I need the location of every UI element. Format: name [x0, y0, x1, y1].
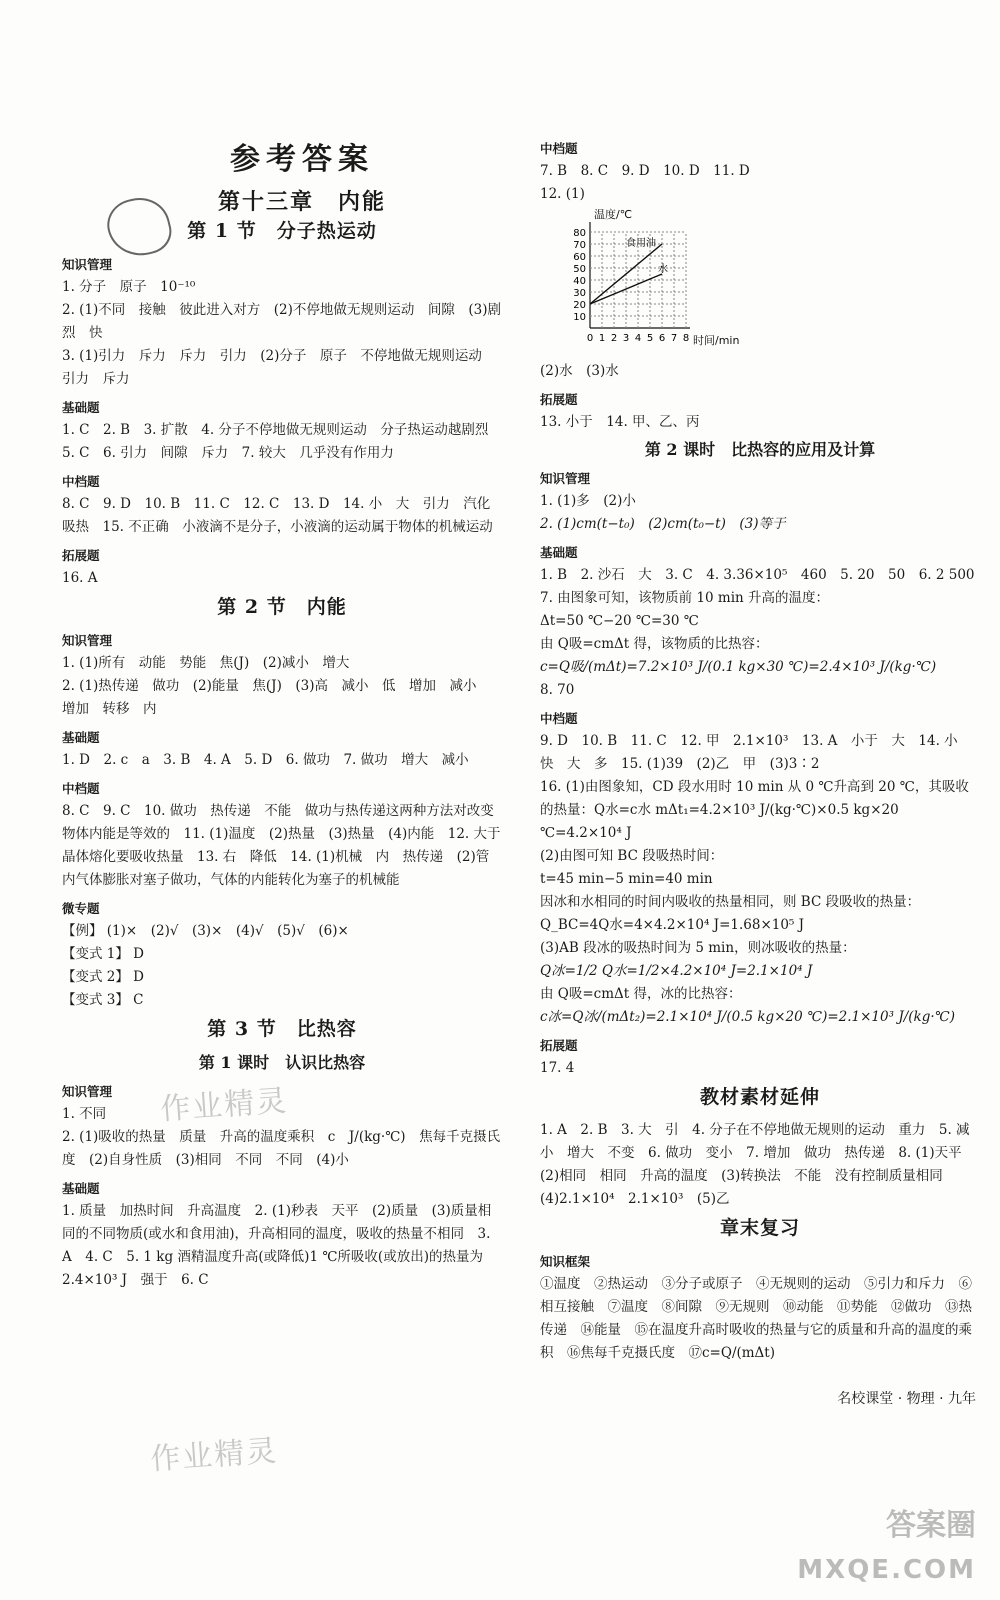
x-tick-label: 8	[682, 333, 690, 344]
category-label: 拓展题	[540, 392, 578, 407]
answer-line: 9. D 10. B 11. C 12. 甲 2.1×10³ 13. A 小于 大 14. 小 快 大 多 15. (1)39 (2)乙 甲 (3)3∶2	[540, 733, 972, 772]
x-tick-label: 7	[670, 333, 678, 344]
answer-line: 1. D 2. c a 3. B 4. A 5. D 6. 做功 7. 做功 增大 减小	[62, 752, 469, 768]
section-title: 章末复习	[719, 1217, 800, 1239]
x-tick-label: 5	[646, 333, 654, 344]
category-label: 拓展题	[62, 548, 100, 563]
x-tick-label: 0	[586, 333, 594, 344]
answer-line: 【变式 2】 D	[62, 969, 144, 985]
category-label: 知识管理	[62, 633, 113, 648]
section-title: 第 1 节 分子热运动	[187, 220, 377, 242]
answer-line: Q_BC=4Q水=4×4.2×10⁴ J=1.68×10⁵ J	[540, 917, 805, 933]
x-tick-label: 2	[610, 333, 618, 344]
y-tick-label: 20	[573, 300, 586, 311]
section-title: 第 3 节 比热容	[207, 1018, 357, 1040]
answer-line: Δt=50 ℃−20 ℃=30 ℃	[540, 613, 699, 629]
right-column	[540, 0, 980, 1365]
category-label: 拓展题	[540, 1038, 578, 1053]
answer-line: (3)AB 段冰的吸热时间为 5 min，则冰吸收的热量：	[540, 940, 856, 956]
y-axis-label: 温度/℃	[594, 208, 633, 221]
answer-line: (2)水 (3)水	[540, 363, 619, 379]
y-tick-label: 70	[573, 240, 586, 251]
site-url: MXQE.COM	[797, 1555, 976, 1585]
temperature-time-chart	[540, 208, 760, 348]
x-tick-label: 1	[598, 333, 606, 344]
answer-line: 1. (1)多 (2)小	[540, 493, 636, 509]
page-title: 参考答案	[230, 142, 374, 177]
answer-line: 17. 4	[540, 1060, 575, 1076]
x-tick-label: 6	[658, 333, 666, 344]
answer-line: 【例】 (1)× (2)√ (3)× (4)√ (5)√ (6)×	[62, 923, 349, 939]
y-tick-label: 60	[573, 252, 586, 263]
x-tick-label: 3	[622, 333, 630, 344]
y-tick-label: 10	[573, 312, 586, 323]
section-title: 第 2 节 内能	[217, 596, 347, 618]
answer-line: c冰=Q冰/(mΔt₂)=2.1×10⁴ J/(0.5 kg×20 ℃)=2.1×10³ J/(kg·℃)	[540, 1009, 956, 1025]
category-label: 基础题	[62, 400, 100, 415]
answer-line: ①温度 ②热运动 ③分子或原子 ④无规则的运动 ⑤引力和斥力 ⑥相互接触 ⑦温度 ⑧间隙 ⑨无规则 ⑩动能 ⑪势能 ⑫做功 ⑬热传递 ⑭能量 ⑮在温度升高时吸收的热量与它的质量和升高的温度的乘积 ⑯焦每千克摄氏度 ⑰c=Q/(mΔt)	[540, 1276, 972, 1361]
category-label: 基础题	[62, 730, 100, 745]
series-label: 食用油	[626, 238, 656, 249]
answer-line: 1. B 2. 沙石 大 3. C 4. 3.36×10⁵ 460 5. 20 50 6. 2 500	[540, 567, 975, 583]
answer-line: 1. A 2. B 3. 大 引 4. 分子在不停地做无规则的运动 重力 5. 减小 增大 不变 6. 做功 变小 7. 增加 做功 热传递 8. (1)天平 (2)相同 相同 升高的温度 (3)转换法 不能 没有控制质量相同 (4)2.1×10⁴ 2.1×10³ (5)乙	[540, 1122, 976, 1207]
answer-line: 13. 小于 14. 甲、乙、丙	[540, 414, 700, 430]
lesson-title: 第 2 课时 比热容的应用及计算	[644, 440, 876, 459]
answer-line: 1. (1)所有 动能 势能 焦(J) (2)减小 增大	[62, 655, 350, 671]
answer-line: 2. (1)cm(t−t₀) (2)cm(t₀−t) (3)等于	[540, 516, 786, 532]
answer-line: Q冰=1/2 Q水=1/2×4.2×10⁴ J=2.1×10⁴ J	[540, 963, 813, 979]
site-logo: 答案圈	[886, 1508, 976, 1543]
answer-line: c=Q吸/(mΔt)=7.2×10³ J/(0.1 kg×30 ℃)=2.4×10³ J/(kg·℃)	[540, 659, 937, 675]
y-tick-label: 30	[573, 288, 586, 299]
category-label: 基础题	[540, 545, 578, 560]
answer-line: 16. (1)由图象知，CD 段水用时 10 min 从 0 ℃升高到 20 ℃，其吸收的热量：Q水=c水 mΔt₁=4.2×10³ J/(kg·℃)×0.5 kg×20 ℃=4.2×10⁴ J	[540, 779, 969, 841]
answer-line: 12. (1)	[540, 186, 585, 202]
answer-line: 8. C 9. D 10. B 11. C 12. C 13. D 14. 小 大 引力 汽化 吸热 15. 不正确 小液滴不是分子，小液滴的运动属于物体的机械运动	[62, 496, 504, 535]
y-tick-label: 40	[573, 276, 586, 287]
answer-line: 2. (1)吸收的热量 质量 升高的温度乘积 c J/(kg·℃) 焦每千克摄氏度 (2)自身性质 (3)相同 不同 不同 (4)小	[62, 1129, 501, 1168]
answer-line: 由 Q吸=cmΔt 得，冰的比热容：	[540, 986, 742, 1002]
answer-line: 7. B 8. C 9. D 10. D 11. D	[540, 163, 750, 179]
answer-line: 2. (1)不同 接触 彼此进入对方 (2)不停地做无规则运动 间隙 (3)剧烈 快	[62, 302, 502, 341]
answer-line: 7. 由图象可知，该物质前 10 min 升高的温度：	[540, 590, 830, 606]
category-label: 知识框架	[540, 1254, 591, 1269]
category-label: 微专题	[62, 901, 100, 916]
series-label: 水	[658, 264, 668, 275]
category-label: 基础题	[62, 1181, 100, 1196]
answer-line: t=45 min−5 min=40 min	[540, 871, 713, 887]
answer-line: 【变式 1】 D	[62, 946, 144, 962]
category-label: 知识管理	[540, 471, 591, 486]
footer-text: 名校课堂 · 物理 · 九年	[837, 1391, 976, 1407]
answer-line: 1. 分子 原子 10⁻¹⁰	[62, 279, 196, 295]
y-tick-label: 80	[573, 228, 586, 239]
category-label: 知识管理	[62, 1084, 113, 1099]
answer-line: (2)由图可知 BC 段吸热时间：	[540, 848, 724, 864]
answer-line: 由 Q吸=cmΔt 得，该物质的比热容：	[540, 636, 769, 652]
x-tick-label: 4	[634, 333, 642, 344]
category-label: 中档题	[62, 474, 100, 489]
answer-line: 8. C 9. C 10. 做功 热传递 不能 做功与热传递这两种方法对改变物体内能是等效的 11. (1)温度 (2)热量 (3)热量 (4)内能 12. 大于 晶体熔化要吸收热量 13. 右 降低 14. (1)机械 内 热传递 (2)管内气体膨胀对塞子做功，气体的内能转化为塞子的机械能	[62, 803, 515, 888]
answer-line: 因冰和水相同的时间内吸收的热量相同，则 BC 段吸收的热量：	[540, 894, 921, 910]
answer-line: 2. (1)热传递 做功 (2)能量 焦(J) (3)高 减小 低 增加 减小 增加 转移 内	[62, 678, 490, 717]
category-label: 知识管理	[62, 257, 113, 272]
answer-line: 1. 质量 加热时间 升高温度 2. (1)秒表 天平 (2)质量 (3)质量相同的不同物质(或水和食用油)，升高相同的温度，吸收的热量不相同 3. A 4. C 5. 1 kg 酒精温度升高(或降低)1 ℃所吸收(或放出)的热量为 2.4×10³ J 强于 6. C	[62, 1203, 495, 1288]
answer-line: 1. C 2. B 3. 扩散 4. 分子不停地做无规则运动 分子热运动越剧烈 5. C 6. 引力 间隙 斥力 7. 较大 几乎没有作用力	[62, 422, 502, 461]
x-axis-label: 时间/min	[693, 334, 740, 347]
lesson-title: 第 1 课时 认识比热容	[198, 1053, 366, 1072]
category-label: 中档题	[540, 141, 578, 156]
answer-line: 8. 70	[540, 682, 575, 698]
answer-line: 16. A	[62, 570, 98, 586]
y-tick-label: 50	[573, 264, 586, 275]
answer-line: 【变式 3】 C	[62, 992, 144, 1008]
answer-line: 1. 不同	[62, 1106, 107, 1122]
answer-line: 3. (1)引力 斥力 斥力 引力 (2)分子 原子 不停地做无规则运动 引力 斥力	[62, 348, 496, 387]
category-label: 中档题	[62, 781, 100, 796]
watermark: 作业精灵	[159, 1083, 290, 1128]
category-label: 中档题	[540, 711, 578, 726]
chapter-title: 第十三章 内能	[217, 189, 386, 215]
watermark: 作业精灵	[149, 1433, 280, 1478]
section-title: 教材素材延伸	[699, 1086, 820, 1108]
